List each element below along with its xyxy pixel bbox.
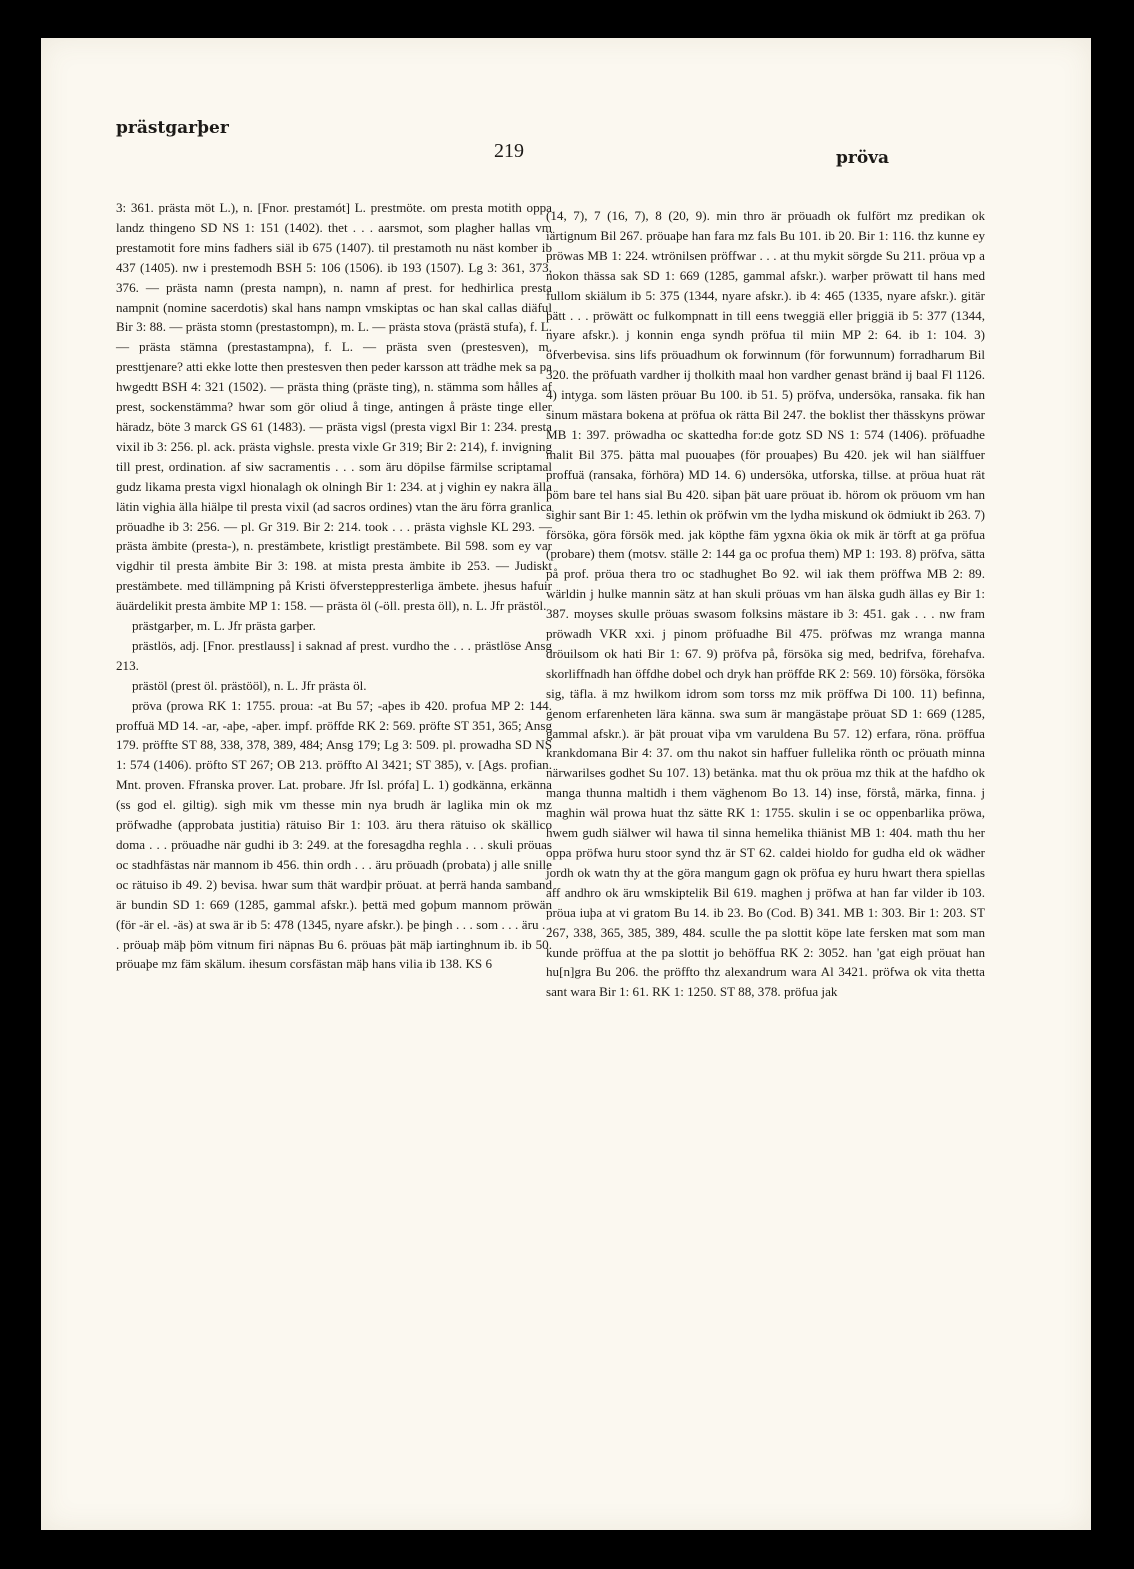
entry-prastgarper: prästgarþer, m. L. Jfr prästa garþer. xyxy=(132,618,316,634)
entry-prastol: prästöl (prest öl. prästööl), n. L. Jfr prästa öl. xyxy=(132,677,367,693)
right-column xyxy=(546,206,985,1002)
entry-prastlos: prästlös, adj. [Fnor. prestlauss] i saknad af prest. vurdho the . . . prästlöse Ansg 213. xyxy=(116,637,552,673)
entry-prova-continued: (14, 7), 7 (16, 7), 8 (20, 9). min thro är pröuadh ok fulfört mz predikan ok iärtignum Bil 267. pröuaþe han fara mz fals Bu 101. ib 20. Bir 1: 116. thz kunne ey pröwas MB 1: 224. wtrönilsen pröffwar . . . at thu mykit sörgde Su 211. pröua vp a nokon thässa sak SD 1: 669 (1285, gammal afskr.). warþer pröwatt til hans med fullom skiälum ib 5: 375 (1344, nyare afskr.). ib 4: 465 (1335, nyare afskr.). gitär þätt . . . pröwätt oc fulkompnatt in till eens tweggiä eller þriggiä ib 5: 377 (1344, nyare afskr.). j konnin enga syndh pröfua til miin MP 2: 64. ib 1: 104. 3) öfverbevisa. sins lifs pröuadhum ok forwinnum (för forwunnum) forradharum Bil 320. the pröfuath vardher ij tholkith maal hon vardher genast bränd ij baal Fl 1126. 4) intyga. som lästen pröuar Bu 100. ib 51. 5) pröfva, undersöka, ransaka. fik han sinum mästara bokena at pröfua ok rätta Bil 247. the boklist ther thässkyns pröwar MB 1: 397. pröwadha oc skattedha for:de gotz SD NS 1: 574 (1406). pröfuadhe malit Bil 375. þätta mal puouaþes (för prouaþes) Bu 420. jek wil han siälffuer proffuä (ransaka, förhöra) MD 14. 6) undersöka, utforska, tillse. at pröua huat rät þöm bare tel hans sial Bu 420. siþan þät uare pröuat ib. hörom ok pröuom vm han sighir sant Bir 1: 45. lethin ok pröfwin vm the lydha miskund ok ödmiukt ib 263. 7) försöka, göra försök med. jak köpthe fäm ygxna ökia ok mik är törft at ga pröfua (probare) them (motsv. ställe 2: 144 ga oc profua them) MP 1: 193. 8) pröfva, sätta på prof. pröua thera tro oc stadhughet Bo 92. wil iak them pröffwa MB 2: 89. wärldin j hulke mannin sätz at han skuli pröuas vm han älska gudh ällas ey Bir 1: 387. moyses skulle pröuas swasom folksins mästare ib 3: 451. gak . . . nw fram pröwadh VKR xxi. j pinom pröfuadhe Bil 475. pröfwas mz wranga manna dröuilsom ok hati Bir 1: 67. 9) pröfva på, försöka sig med, bedrifva, förehafva. skorliffnadh han öffdhe dobel och dryk han pröffde RK 2: 569. 10) försöka, försöka sig, täfla. ä mz hwilkom idrom som torss mz mik pröffwa Di 100. 11) befinna, genom erfarenheten lära känna. swa sum är mangästaþe pröuat SD 1: 669 (1285, gammal afskr.). är þät prouat viþa vm varuldena Bu 57. 12) erfara, röna. pröffua krankdomana Bir 4: 37. om thu nakot sin haffuer fullelika rönth oc pröuath minna närwarilses godhet Su 107. 13) betänka. mat thu ok pröua mz thik at the hafdho ok manga thunna maltidh i them väghenom Bo 13. 14) inse, förstå, märka, finna. j maghin wäl prowa huat thz sätte RK 1: 1755. skulin i se oc oppenbarlika pröwa, hwem gudh siälwer wil hawa til sinna hemelika thiänist MB 1: 404. math thu her oppa pröfwa huru stoor synd thz är ST 62. caldei hioldo for gudha eld ok wädher jordh ok watn thy at the göra mangum gagn ok pröfua ey huru hwart thera spiellas aff andhro ok äru wmskiptelik Bil 619. maghen j pröfwa at han far vilder ib 103. pröua iuþa at vi gratom Bu 14. ib 23. Bo (Cod. B) 341. MB 1: 303. Bir 1: 203. ST 267, 338, 365, 385, 389, 484. sculle the pa slottit köpe late fersken mat som man kunde pröffua at the pa slottit jo behöffua RK 2: 3052. han 'gat eigh pröuat han hu[n]gra Bu 206. the pröffto thz alexandrum wara Al 3421. pröfwa ok vita thetta sant wara Bir 1: 61. RK 1: 1250. ST 88, 378. pröfua jak xyxy=(546,208,985,1000)
left-column xyxy=(116,198,552,974)
entry-prasta-compounds: 3: 361. prästa möt L.), n. [Fnor. prestamót] L. prestmöte. om presta motith oppa landz thingeno SD NS 1: 151 (1402). thet . . . aarsmot, som plagher hallas vm prestamotit fore mins fadhers siäl ib 675 (1407). til prestamoth nu näst komber ib 437 (1405). nw i prestemodh BSH 5: 106 (1506). ib 193 (1507). Lg 3: 361, 373, 376. — prästa namn (presta nampn), n. namn af prest. for hedhirlica presta nampnit (nomine sacerdotis) skal hans nampn vmskiptas oc han skal callas diäful Bir 3: 88. — prästa stomn (prestastompn), m. L. — prästa stova (prästä stufa), f. L. — prästa stämna (prestastampna), f. L. — prästa sven (prestesven), m. presttjenare? atti ekke lotte then prestesven then peder karsson att trädhe mek sa pa hwgedtt BSH 4: 321 (1502). — prästa thing (präste ting), n. stämma som hålles af prest, sockenstämma? hwar som gör oliud å tinge, antingen å präste tinge eller häradz, böte 3 marck GS 61 (1483). — prästa vigsl (presta vigxl Bir 1: 234. presta vixil ib 3: 256. pl. ack. prästa vighsle. presta vixle Gr 319; Bir 2: 214), f. invigning till prest, ordination. af siw sacramentis . . . som äru döpilse färmilse scriptamal gudz likama presta vigxl hionalagh ok olningh Bir 1: 234. at j vighin ey nakra älla lätin vighia älla hiälpe til presta vixil (ad sacros ordines) vtan the äru förra granlica pröuadhe ib 3: 256. — pl. Gr 319. Bir 2: 214. took . . . prästa vighsle KL 293. — prästa ämbite (presta-), n. prestämbete, kristligt prestämbete. Bil 598. som ey var vigdhir til presta ämbite Bir 3: 198. at mista presta ämbite ib 253. — Judiskt prestämbete. med tillämpning på Kristi öfversteppresterliga ämbete. jhesus hafuir äuärdelikit presta ämbite MP 1: 158. — prästa öl (-öll. presta öll), n. L. Jfr prästöl. xyxy=(116,200,552,614)
running-head-left: prästgarþer xyxy=(116,118,229,138)
dictionary-page xyxy=(41,38,1091,1530)
entry-prova: pröva (prowa RK 1: 1755. proua: -at Bu 57; -aþes ib 420. profua MP 2: 144. proffuä MD 14. -ar, -aþe, -aþer. impf. pröffde RK 2: 569. pröfte ST 351, 365; Ansg 179. pröffte ST 88, 338, 378, 389, 484; Ansg 179; Lg 3: 509. pl. prowadha SD NS 1: 574 (1406). pröfto ST 267; OB 213. pröffto Al 3421; ST 385), v. [Ags. profian. Mnt. proven. Ffranska prover. Lat. probare. Jfr Isl. prófa] L. 1) godkänna, erkänna (ss god el. giltig). sigh mik vm thesse min nya brudh är laglika min ok mz pröfwadhe (approbata justitia) rätuiso Bir 1: 103. äru thera rätuiso ok skällico doma . . . pröuadhe när gudhi ib 3: 249. at the foresagdha reghla . . . skuli pröuas oc stadhfästas när mannom ib 456. thin ordh . . . äru pröuadh (probata) j alle snille oc rätuiso ib 49. 2) bevisa. hwar sum thät wardþir pröuat. at þerrä handa samband är bundin SD 1: 669 (1285, gammal afskr.). þettä med goþum mannom pröwän (för -är el. -äs) at swa är ib 5: 478 (1345, nyare afskr.). þe þingh . . . som . . . äru . . . pröuaþ mäþ þöm vitnum firi näpnas Bu 6. pröuas þät mäþ iartinghnum ib. ib 50. pröuaþe mz fäm skälum. ihesum corsfästan mäþ hans vilia ib 138. KS 6 xyxy=(116,697,552,972)
running-head-right: pröva xyxy=(836,148,890,168)
page-number: 219 xyxy=(494,140,524,162)
